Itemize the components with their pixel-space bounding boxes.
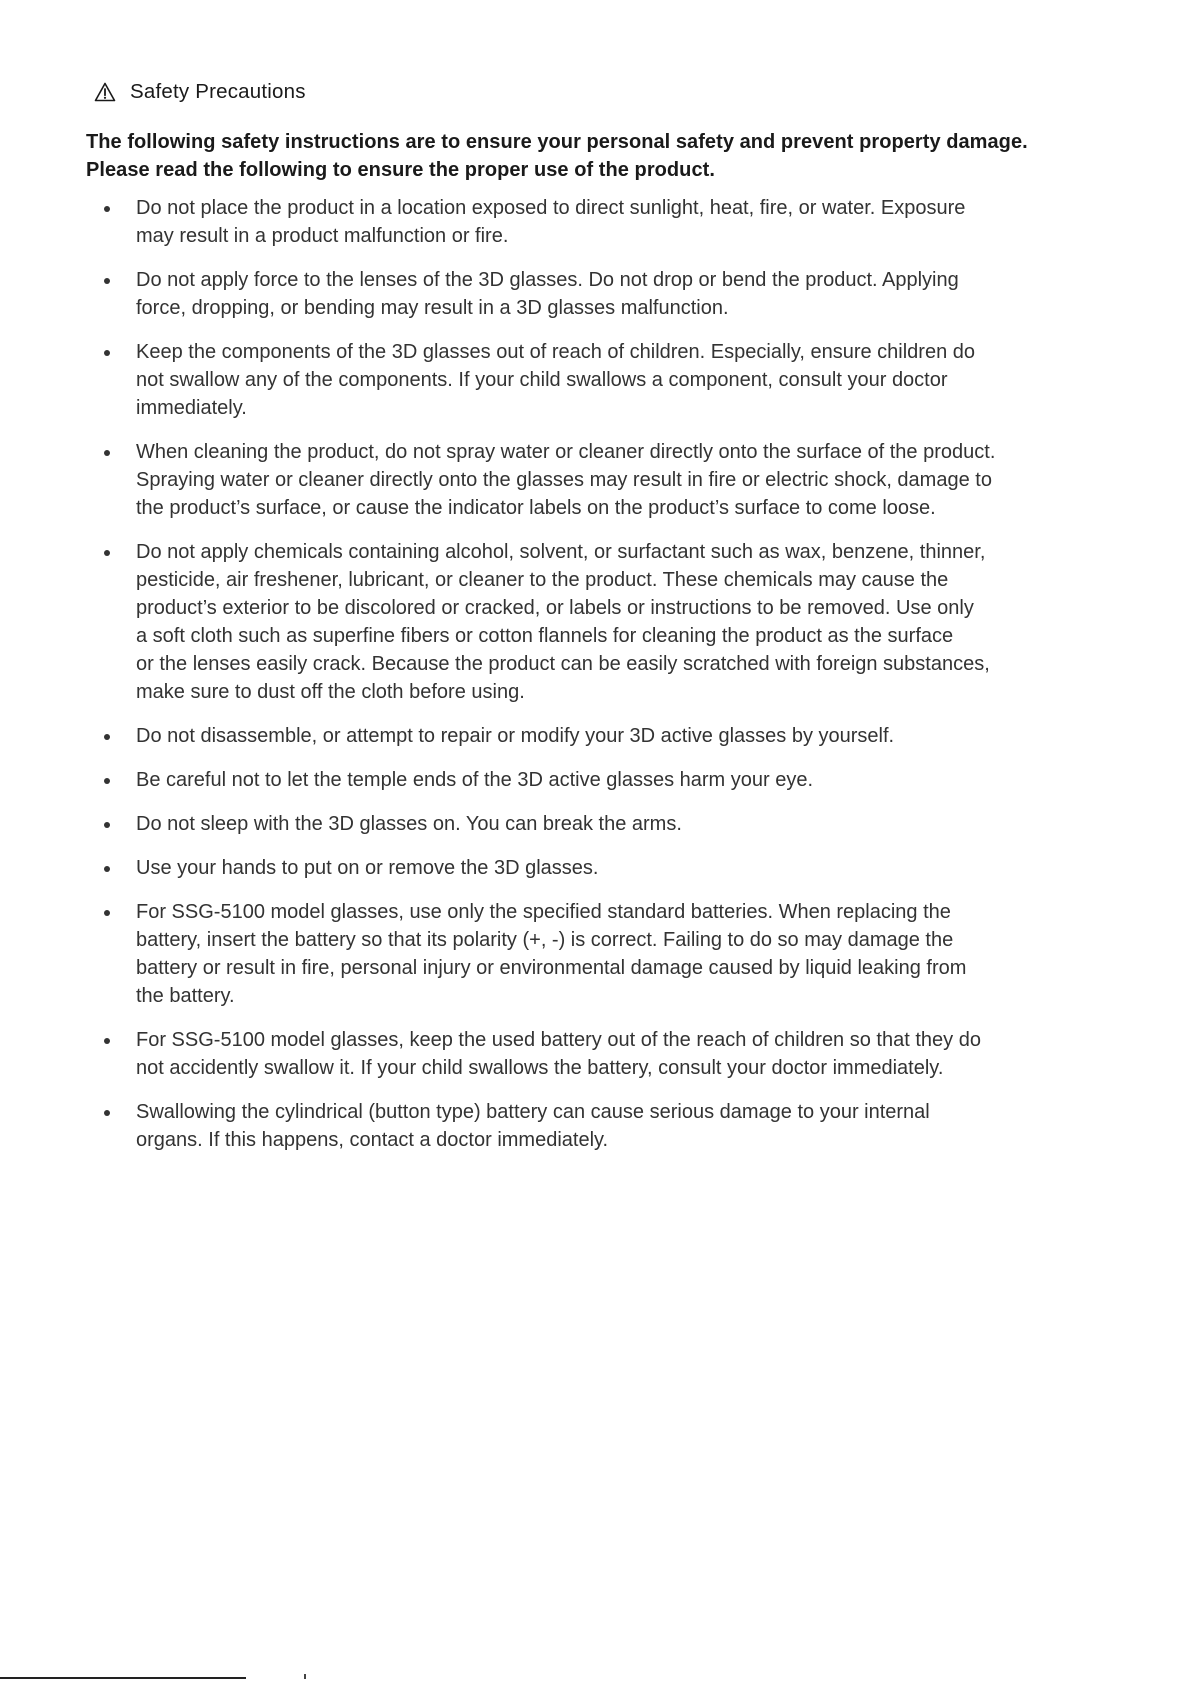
list-item	[0, 766, 1191, 794]
list-item-text-line: force, dropping, or bending may result in a 3D glasses malfunction.	[136, 297, 729, 319]
list-item-text-line: Do not apply force to the lenses of the 3D glasses. Do not drop or bend the product. Applying	[136, 269, 959, 291]
list-item	[0, 810, 1191, 838]
bullet-dot-icon	[104, 778, 110, 784]
list-item	[0, 194, 1191, 250]
bullet-dot-icon	[104, 350, 110, 356]
list-item-text-line: battery or result in fire, personal injury or environmental damage caused by liquid leaking from	[136, 957, 967, 979]
list-item-text-line: not accidently swallow it. If your child swallows the battery, consult your doctor immediately.	[136, 1057, 944, 1079]
list-item-text-line: immediately.	[136, 397, 247, 419]
list-item	[0, 438, 1191, 522]
list-item-text-line: Keep the components of the 3D glasses out of reach of children. Especially, ensure children do	[136, 341, 976, 363]
list-item-text-line: or the lenses easily crack. Because the product can be easily scratched with foreign substances,	[136, 653, 990, 675]
list-item-text-line: When cleaning the product, do not spray water or cleaner directly onto the surface of the product.	[136, 441, 996, 463]
bullet-dot-icon	[104, 278, 110, 284]
list-item-text-line: battery, insert the battery so that its polarity (+, -) is correct. Failing to do so may damage the	[136, 929, 954, 951]
footer-divider	[0, 1677, 246, 1679]
list-item	[0, 338, 1191, 422]
list-item	[0, 898, 1191, 1010]
bullet-dot-icon	[104, 206, 110, 212]
list-item-text-line: may result in a product malfunction or fire.	[136, 225, 509, 247]
list-item-text-line: Do not sleep with the 3D glasses on. You can break the arms.	[136, 813, 682, 835]
precautions-list	[0, 194, 1191, 1170]
intro-line: Please read the following to ensure the proper use of the product.	[86, 159, 715, 181]
list-item-text-line: the battery.	[136, 985, 235, 1007]
list-item-text-line: Do not place the product in a location exposed to direct sunlight, heat, fire, or water. Exposure	[136, 197, 966, 219]
bullet-dot-icon	[104, 550, 110, 556]
intro-paragraph	[86, 128, 1126, 184]
list-item-text-line: For SSG-5100 model glasses, keep the used battery out of the reach of children so that they do	[136, 1029, 981, 1051]
list-item	[0, 266, 1191, 322]
list-item-text-line: make sure to dust off the cloth before using.	[136, 681, 525, 703]
list-item	[0, 854, 1191, 882]
section-header	[94, 80, 306, 104]
bullet-dot-icon	[104, 1110, 110, 1116]
footer-mark	[304, 1674, 306, 1679]
section-title: Safety Precautions	[130, 80, 306, 103]
list-item-text-line: Be careful not to let the temple ends of the 3D active glasses harm your eye.	[136, 769, 814, 791]
bullet-dot-icon	[104, 822, 110, 828]
list-item-text-line: Spraying water or cleaner directly onto the glasses may result in fire or electric shock, damage to	[136, 469, 992, 491]
intro-line: The following safety instructions are to ensure your personal safety and prevent property damage.	[86, 131, 1028, 153]
list-item-text-line: product’s exterior to be discolored or cracked, or labels or instructions to be removed. Use only	[136, 597, 974, 619]
list-item-text-line: the product’s surface, or cause the indicator labels on the product’s surface to come loose.	[136, 497, 936, 519]
list-item-text-line: For SSG-5100 model glasses, use only the specified standard batteries. When replacing the	[136, 901, 951, 923]
list-item-text-line: Swallowing the cylindrical (button type) battery can cause serious damage to your internal	[136, 1101, 930, 1123]
list-item	[0, 1026, 1191, 1082]
list-item-text-line: pesticide, air freshener, lubricant, or cleaner to the product. These chemicals may cause the	[136, 569, 949, 591]
list-item-text-line: a soft cloth such as superfine fibers or cotton flannels for cleaning the product as the surface	[136, 625, 954, 647]
bullet-dot-icon	[104, 450, 110, 456]
list-item-text-line: not swallow any of the components. If your child swallows a component, consult your doctor	[136, 369, 948, 391]
bullet-dot-icon	[104, 1038, 110, 1044]
list-item-text-line: organs. If this happens, contact a doctor immediately.	[136, 1129, 609, 1151]
bullet-dot-icon	[104, 910, 110, 916]
list-item-text-line: Do not disassemble, or attempt to repair or modify your 3D active glasses by yourself.	[136, 725, 895, 747]
list-item	[0, 1098, 1191, 1154]
bullet-dot-icon	[104, 734, 110, 740]
list-item	[0, 538, 1191, 706]
list-item-text-line: Do not apply chemicals containing alcohol, solvent, or surfactant such as wax, benzene, thinner,	[136, 541, 986, 563]
warning-triangle-icon	[94, 82, 116, 102]
bullet-dot-icon	[104, 866, 110, 872]
list-item	[0, 722, 1191, 750]
list-item-text-line: Use your hands to put on or remove the 3D glasses.	[136, 857, 599, 879]
